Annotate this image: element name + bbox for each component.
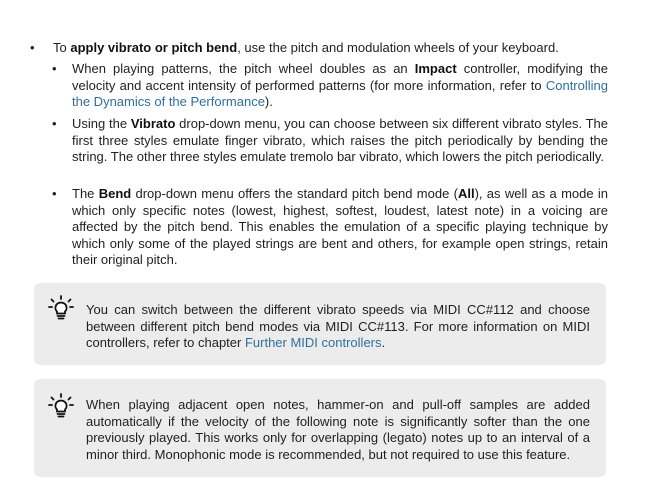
sub-bullet-text (52, 186, 608, 269)
bold-term: All (457, 186, 475, 201)
link-controlling-dynamics[interactable]: Controlling the Dynamics of the Performance (72, 77, 608, 109)
bullet-dot: • (52, 186, 57, 201)
main-bullet-bold: apply vibrato or pitch bend (70, 40, 238, 55)
bullet-dot: • (30, 40, 35, 55)
text-run: You can switch between the different vibrato speeds via MIDI CC#112 and choose between different pitch bend modes via MIDI CC#113. For more information on MIDI controllers, refer to chapter (86, 302, 590, 350)
text-run: When playing patterns, the pitch wheel doubles as an (72, 61, 415, 76)
main-bullet (30, 39, 620, 56)
bold-term: Bend (98, 186, 132, 201)
main-bullet-suffix: , use the pitch and modulation wheels of your keyboard. (237, 40, 559, 55)
bullet-dot: • (52, 61, 57, 76)
sub-bullet-text (52, 61, 608, 111)
text-run: . (381, 335, 386, 350)
sub-bullet-impact (52, 61, 608, 111)
lightbulb-icon (48, 295, 74, 321)
sub-bullet-text (52, 116, 608, 166)
link-further-midi-controllers[interactable]: Further MIDI controllers (244, 335, 382, 350)
text-run: ). (264, 94, 273, 109)
tip-box-midi (34, 283, 606, 365)
sub-bullet-vibrato (52, 116, 608, 166)
bold-term: Impact (414, 61, 457, 76)
text-run: controller, modifying the velocity and accent intensity of performed patterns (for more information, refer to (72, 61, 609, 93)
tip-text (86, 302, 590, 352)
tip-text: When playing adjacent open notes, hammer-on and pull-off samples are added automatically if the velocity of the following note is significantly softer than the one previously played. This works only for overlapping (legato) notes up to an interval of a minor third. Monophonic mode is recommended, but not required to use this feature. (86, 397, 590, 462)
lightbulb-icon (48, 393, 74, 419)
tip-box-hammer-on (34, 379, 606, 477)
main-bullet-prefix: To (53, 40, 71, 55)
sub-bullet-bend (52, 186, 608, 269)
main-bullet-text (30, 39, 620, 56)
bullet-dot: • (52, 116, 57, 131)
bold-term: Vibrato (130, 116, 176, 131)
text-run: drop-down menu, you can choose between six different vibrato styles. The first three styles emulate finger vibrato, which raises the pitch periodically by bending the string. The other three styles emulate tremolo bar vibrato, which lowers the pitch periodically. (72, 116, 608, 164)
text-run: Using the (72, 116, 131, 131)
text-run: The (72, 186, 99, 201)
text-run: ), as well as a mode in which only specific notes (lowest, highest, softest, loudest, latest note) in a voicing are affected by the pitch bend. This enables the emulation of a specific playing technique by which only some of the played strings are bent and others, for example open strings, retain their original pitch. (72, 186, 608, 267)
text-run: drop-down menu offers the standard pitch bend mode ( (131, 186, 458, 201)
